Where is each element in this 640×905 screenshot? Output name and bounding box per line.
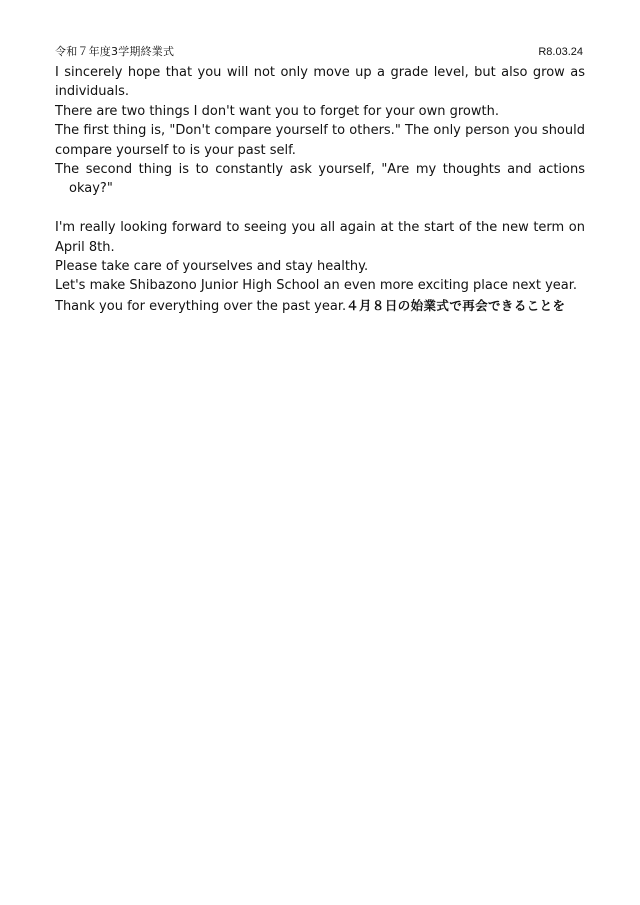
paragraph-thank-you: [55, 296, 585, 316]
paragraph-grow: I sincerely hope that you will not only move up a grade level, but also grow as individuals.: [55, 65, 585, 100]
thank-you-japanese: ４月８日の始業式で再会できることを: [346, 297, 566, 313]
paragraph-stay-healthy: Please take care of yourselves and stay healthy.: [55, 259, 369, 275]
paragraph-two-things: There are two things I don't want you to forget for your own growth.: [55, 103, 499, 119]
paragraph-first-thing: The first thing is, "Don't compare yourself to others." The only person you should compare yourself to is your past self.: [55, 123, 585, 158]
paragraph-next-year: Let's make Shibazono Junior High School an even more exciting place next year.: [55, 278, 578, 294]
paragraph-spacer: [55, 199, 585, 218]
speech-body: [55, 63, 585, 316]
paragraph-looking-forward: I'm really looking forward to seeing you all again at the start of the new term on April 8th.: [55, 220, 585, 255]
document-date: R8.03.24: [538, 46, 583, 58]
paragraph-second-thing: The second thing is to constantly ask yourself, "Are my thoughts and actions okay?": [55, 162, 585, 197]
document-header: [55, 44, 583, 60]
document-title: 令和７年度3学期終業式: [55, 45, 175, 58]
thank-you-english: Thank you for everything over the past year.: [55, 298, 347, 314]
